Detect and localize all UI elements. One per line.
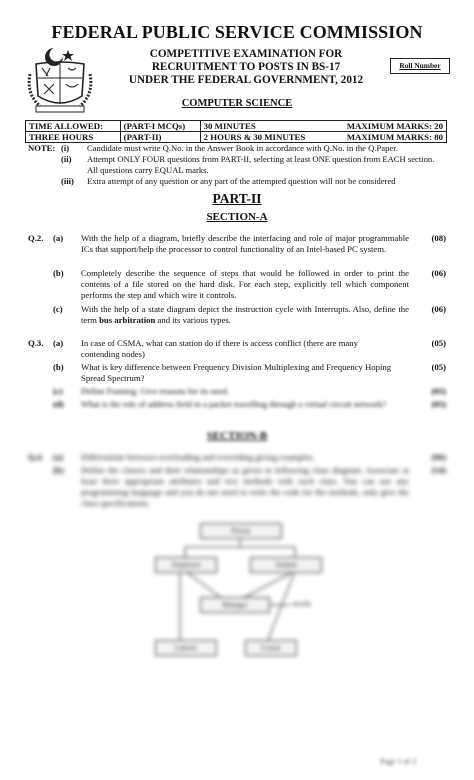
- q4a-marks: (06): [431, 452, 446, 462]
- q4b-marks: (14): [431, 465, 446, 475]
- note-iii-text: Extra attempt of any question or any part of the attempted question will not be considered: [87, 176, 396, 186]
- q3d-text: What is the role of address field in a packet travelling through a virtual circuit network?: [81, 399, 387, 409]
- q3a-text: In case of CSMA, what can station do if there is access conflict (there are many contending nodes): [81, 338, 358, 359]
- q3d-label: (d): [53, 399, 64, 409]
- part-title: PART-II: [212, 191, 262, 206]
- time-allowed-label: TIME ALLOWED:: [26, 121, 121, 132]
- note-ii-text: Attempt ONLY FOUR questions from PART-II, selecting at least ONE question from EACH section. All questions carry EQUAL marks.: [87, 154, 435, 175]
- class-person: Person: [200, 523, 282, 539]
- class-diagram: [150, 515, 330, 665]
- exam-line-1: COMPETITIVE EXAMINATION FOR: [149, 48, 343, 60]
- q4-number: Q.4.: [28, 452, 44, 462]
- q2a-label: (a): [53, 233, 64, 243]
- q3b-text: What is key difference between Frequency Division Multiplexing and Frequency Hoping Spread Spectrum?: [81, 362, 392, 383]
- part1-marks: MAXIMUM MARKS: 20: [326, 121, 446, 132]
- q3c-label: (c): [53, 386, 63, 396]
- section-b-title: SECTION-B: [206, 430, 268, 442]
- exam-line-3: UNDER THE FEDERAL GOVERNMENT, 2012: [128, 74, 364, 86]
- roll-number-box[interactable]: Roll Number: [390, 58, 450, 74]
- part2-time: 2 HOURS & 30 MINUTES: [200, 132, 326, 143]
- q3c-marks: (05): [431, 386, 446, 396]
- q2b-marks: (06): [431, 268, 446, 278]
- note-ii-num: (ii): [61, 154, 72, 164]
- q2c-marks: (06): [431, 304, 446, 314]
- class-student: Student: [250, 557, 322, 573]
- note-label: NOTE:: [28, 143, 56, 153]
- q4b-label: (b): [53, 465, 64, 475]
- q2b-text: Completely describe the sequence of steps that would be followed in order to print the contents of a file stored on the hard disk. For each step, explicitly tell which component performs the step and which wire it controls.: [81, 268, 409, 300]
- q2a-text: With the help of a diagram, briefly describe the interfacing and role of major programmable ICs that support/help the processor to control functionality of an Intel-based PC system.: [81, 233, 409, 254]
- subject-title: COMPUTER SCIENCE: [181, 98, 293, 109]
- q3b-marks: (05): [431, 362, 446, 372]
- part1-label: (PART-I MCQs): [120, 121, 200, 132]
- q2-number: Q.2.: [28, 233, 44, 243]
- class-manager: Manager: [200, 597, 270, 613]
- exam-line-2: RECRUITMENT TO POSTS IN BS-17: [151, 61, 341, 73]
- q2c-label: (c): [53, 304, 63, 314]
- part1-time: 30 MINUTES: [200, 121, 326, 132]
- q2c-text-bold: bus arbitration: [99, 315, 156, 325]
- q2a-marks: (08): [431, 233, 446, 243]
- q3a-label: (a): [53, 338, 64, 348]
- part2-marks: MAXIMUM MARKS: 80: [326, 132, 446, 143]
- three-hours-label: THREE HOURS: [26, 132, 121, 143]
- q3-number: Q.3.: [28, 338, 44, 348]
- note-block: [25, 143, 447, 187]
- q3d-marks: (05): [431, 399, 446, 409]
- note-i-num: (i): [61, 143, 70, 153]
- q4a-label: (a): [53, 452, 64, 462]
- q4b-text: Define the classes and their relationships as given in following class diagram. Associate at least three appropriate attributes and two methods with each class. You can use any programming language and you do not need to write the code for the methods, only give the class specifications.: [81, 465, 409, 508]
- exam-info-table: [25, 120, 447, 143]
- q4a-text: Differentiate between overloading and overriding giving examples.: [81, 452, 315, 462]
- note-i-text: Candidate must write Q.No. in the Answer Book in accordance with Q.No. in the Q.Paper.: [87, 143, 398, 153]
- class-laborer: Laborer: [155, 640, 217, 656]
- exam-body-title: FEDERAL PUBLIC SERVICE COMMISSION: [51, 22, 423, 42]
- q2c-text-pre: With the help of a state diagram depict the instruction cycle with Interrupts. Also, define the term: [81, 304, 409, 325]
- part2-label: (PART-II): [120, 132, 200, 143]
- section-a-title: SECTION-A: [206, 211, 268, 223]
- q3c-text: Define Framing. Give reasons for its need.: [81, 386, 230, 396]
- page-footer: Page 1 of 2: [380, 757, 417, 766]
- q3a-marks: (05): [431, 338, 446, 348]
- q2c-text: [81, 304, 409, 326]
- class-course: Course: [245, 640, 297, 656]
- class-employee: Employee: [155, 557, 217, 573]
- note-iii-num: (iii): [61, 176, 74, 186]
- label-enrolls: enrolls: [292, 600, 312, 608]
- q3b-label: (b): [53, 362, 64, 372]
- q2c-text-post: and its various types.: [155, 315, 231, 325]
- q2b-label: (b): [53, 268, 64, 278]
